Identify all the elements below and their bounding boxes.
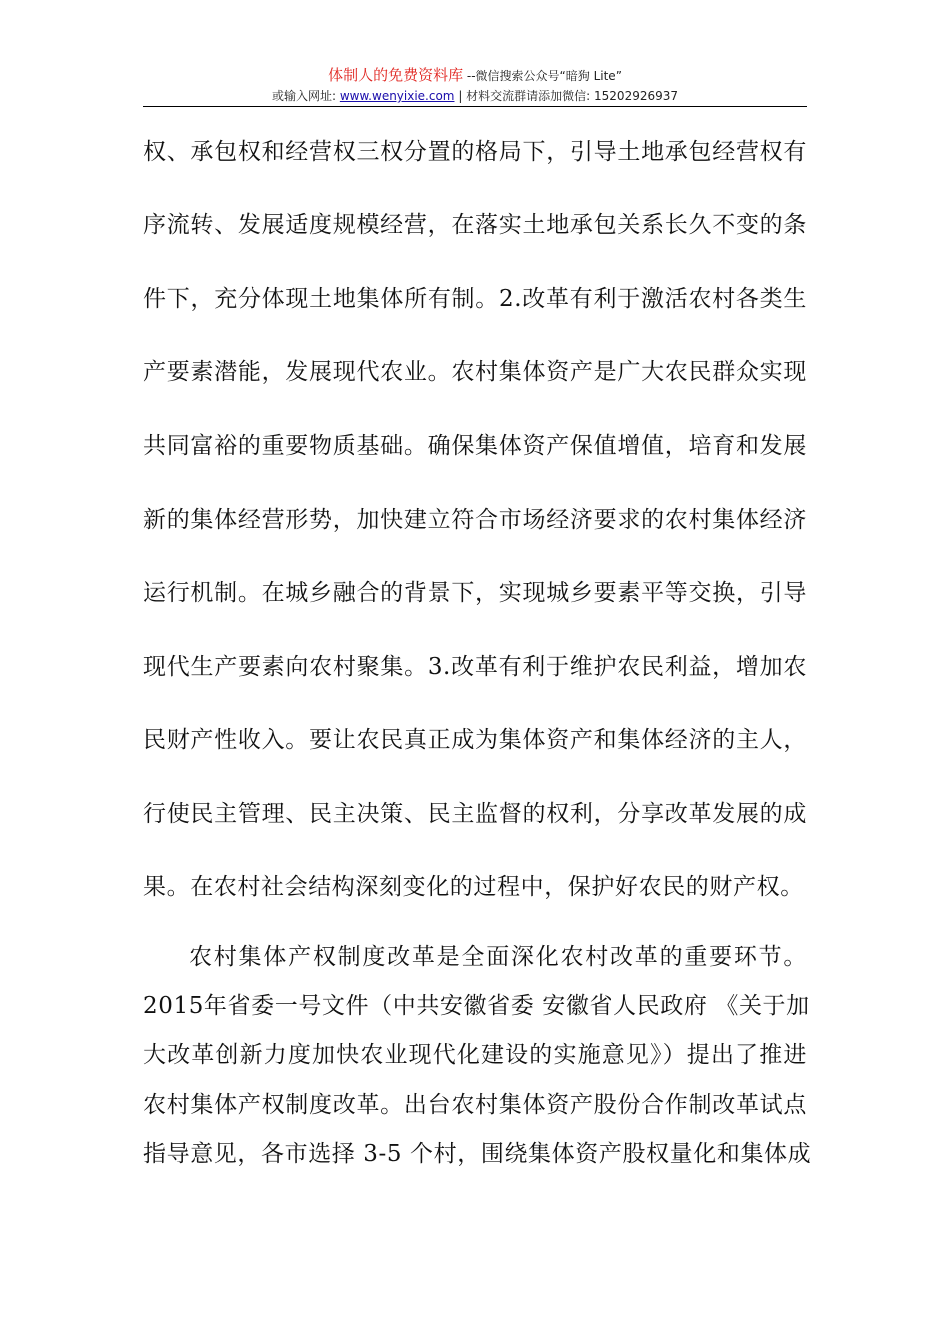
body-line: 2015年省委一号文件（中共安徽省委 安徽省人民政府 《关于加 [143,993,810,1019]
body-line: 新的集体经营形势，加快建立符合市场经济要求的农村集体经济 [143,507,807,533]
body-line: 产要素潜能，发展现代农业。农村集体资产是广大农民群众实现 [143,359,807,385]
header-brand: 体制人的免费资料库 [328,66,464,84]
contact-info: | 材料交流群请添加微信: 15202926937 [454,89,679,103]
body-line: 现代生产要素向农村聚集。3.改革有利于维护农民利益，增加农 [143,654,807,680]
body-line: 运行机制。在城乡融合的背景下，实现城乡要素平等交换，引导 [143,580,807,606]
body-line: 果。在农村社会结构深刻变化的过程中，保护好农民的财产权。 [143,874,804,900]
header-title-line [143,66,807,85]
body-line: 共同富裕的重要物质基础。确保集体资产保值增值，培育和发展 [143,433,807,459]
header-tagline: --微信搜索公众号“暗狗 Lite” [463,69,622,83]
website-prefix: 或输入网址: [271,89,340,103]
body-line: 民财产性收入。要让农民真正成为集体资产和集体经济的主人， [143,727,807,753]
body-line: 农村集体产权制度改革是全面深化农村改革的重要环节。 [189,944,807,970]
body-line: 权、承包权和经营权三权分置的格局下，引导土地承包经营权有 [143,139,807,165]
body-line: 件下，充分体现土地集体所有制。2.改革有利于激活农村各类生 [143,286,807,312]
website-link[interactable]: www.wenyixie.com [339,89,455,103]
body-line: 农村集体产权制度改革。出台农村集体资产股份合作制改革试点 [143,1092,807,1118]
page-header [143,66,807,105]
body-line: 行使民主管理、民主决策、民主监督的权利，分享改革发展的成 [143,801,807,827]
body-line: 指导意见，各市选择 3-5 个村，围绕集体资产股权量化和集体成 [143,1141,812,1167]
body-line: 序流转、发展适度规模经营，在落实土地承包关系长久不变的条 [143,212,807,238]
header-contact-line [143,87,807,105]
header-divider [143,106,807,107]
body-line: 大改革创新力度加快农业现代化建设的实施意见》）提出了推进 [143,1042,807,1068]
